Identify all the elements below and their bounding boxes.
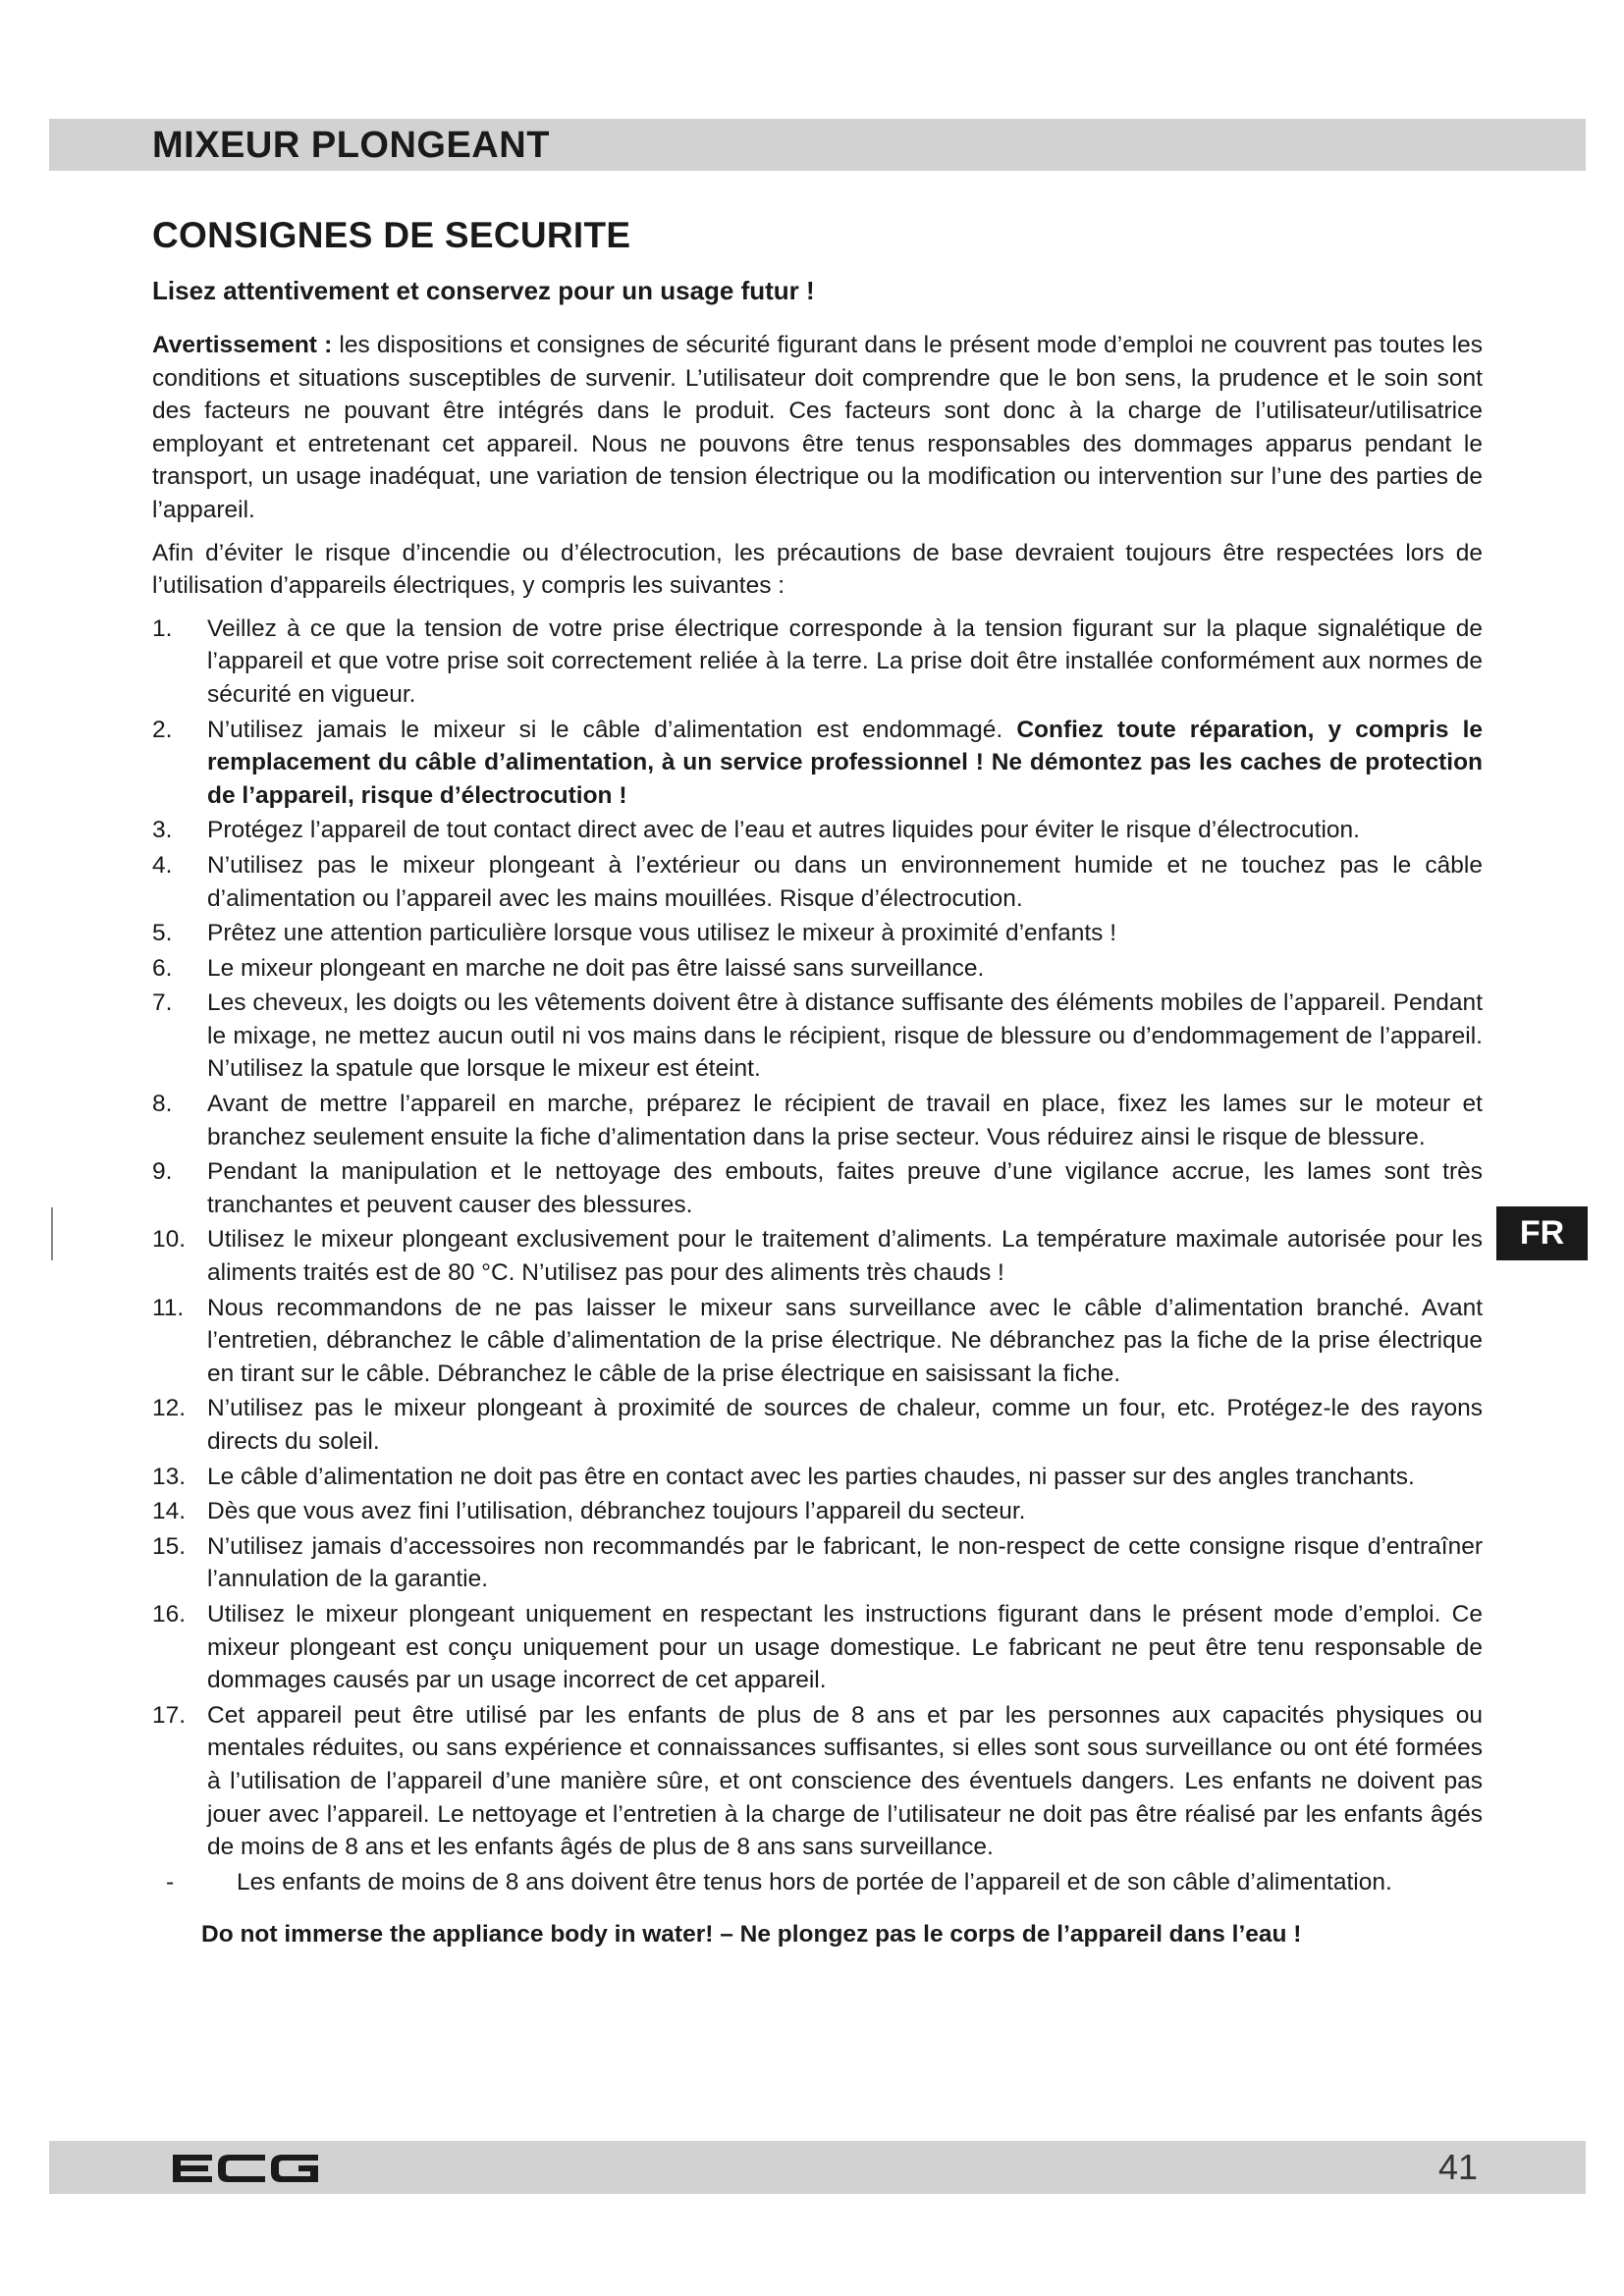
sub-note-dash: - — [166, 1868, 175, 1896]
item-text: Utilisez le mixeur plongeant uniquement en respectant les instructions figurant dans le présent mode d’emploi. Ce mixeur plongeant est conçu uniquement pour un usage domestique. Le fabricant ne peut être tenu responsable de dommages causés par un usage incorrect de cet appareil. — [207, 1600, 1483, 1694]
list-item — [152, 613, 1483, 712]
warning-paragraph — [152, 329, 1483, 527]
item-text: Dès que vous avez fini l’utilisation, débranchez toujours l’appareil du secteur. — [207, 1498, 1026, 1525]
item-text: Prêtez une attention particulière lorsque vous utilisez le mixeur à proximité d’enfants ! — [207, 920, 1117, 947]
list-item — [152, 849, 1483, 915]
footer-bar — [49, 2141, 1586, 2194]
item-number: 15. — [152, 1532, 187, 1560]
list-item — [152, 1155, 1483, 1221]
item-number: 12. — [152, 1395, 187, 1422]
list-item — [152, 1461, 1483, 1494]
list-item — [152, 952, 1483, 986]
item-number: 6. — [152, 954, 173, 982]
item-number: 5. — [152, 920, 173, 947]
list-item — [152, 1292, 1483, 1391]
item-number: 9. — [152, 1158, 173, 1186]
item-text: N’utilisez pas le mixeur plongeant à proximité de sources de chaleur, comme un four, etc. Protégez-le des rayons directs du soleil. — [207, 1395, 1483, 1455]
margin-mark — [51, 1207, 53, 1260]
children-sub-note — [152, 1866, 1483, 1899]
safety-list — [152, 613, 1483, 1864]
section-title: CONSIGNES DE SECURITE — [152, 215, 631, 255]
item-text: Utilisez le mixeur plongeant exclusivement pour le traitement d’aliments. La température maximale autorisée pour les aliments traités est de 80 °C. N’utilisez pas pour des aliments très chauds ! — [207, 1226, 1483, 1287]
warning-text: les dispositions et consignes de sécurité figurant dans le présent mode d’emploi ne couvrent pas toutes les conditions et situations susceptibles de survenir. L’utilisateur doit comprendre que le bon sens, la prudence et le soin sont des facteurs ne pouvant être intégrés dans le produit. Ces facteurs sont donc à la charge de l’utilisateur/utilisatrice employant et entretenant cet appareil. Nous ne pouvons être tenus responsables des dommages apparus pendant le transport, un usage inadéquat, une variation de tension électrique ou la modification ou intervention sur l’une des parties de l’appareil. — [152, 332, 1483, 523]
item-text: Veillez à ce que la tension de votre prise électrique corresponde à la tension figurant sur la plaque signalétique de l’appareil et que votre prise soit correctement reliée à la terre. La prise doit être installée conformément aux normes de sécurité en vigueur. — [207, 614, 1483, 708]
list-item — [152, 1530, 1483, 1596]
item-text: Pendant la manipulation et le nettoyage des embouts, faites preuve d’une vigilance accrue, les lames sont très tranchantes et peuvent causer des blessures. — [207, 1158, 1483, 1218]
item-number: 8. — [152, 1091, 173, 1118]
item-number: 17. — [152, 1701, 187, 1729]
list-item — [152, 1598, 1483, 1697]
logo-letter-e — [173, 2155, 212, 2182]
ecg-logo — [169, 2149, 322, 2188]
item-text: Nous recommandons de ne pas laisser le mixeur sans surveillance avec le câble d’alimentation branché. Avant l’entretien, débranchez le câble d’alimentation de la prise électrique. Ne débranchez pas la fiche de la prise électrique en tirant sur le câble. Débranchez le câble de la prise électrique en saisissant la fiche. — [207, 1294, 1483, 1387]
item-number: 10. — [152, 1226, 187, 1254]
item-text: N’utilisez pas le mixeur plongeant à l’extérieur ou dans un environnement humide et ne touchez pas le câble d’alimentation ou l’appareil avec les mains mouillées. Risque d’électrocution. — [207, 851, 1483, 912]
item-text: N’utilisez jamais d’accessoires non recommandés par le fabricant, le non-respect de cette consigne risque d’entraîner l’annulation de la garantie. — [207, 1532, 1483, 1593]
item-number: 2. — [152, 716, 173, 743]
item-number: 11. — [152, 1294, 185, 1321]
item-text: N’utilisez jamais le mixeur si le câble d’alimentation est endommagé. — [207, 716, 1003, 743]
section-subtitle: Lisez attentivement et conservez pour un usage futur ! — [152, 276, 815, 305]
item-number: 4. — [152, 851, 173, 879]
logo-letter-c — [218, 2155, 265, 2182]
header-bar — [49, 119, 1586, 171]
list-item — [152, 987, 1483, 1086]
item-text: Le câble d’alimentation ne doit pas être en contact avec les parties chaudes, ni passer sur des angles tranchants. — [207, 1463, 1415, 1490]
item-text: Le mixeur plongeant en marche ne doit pas être laissé sans surveillance. — [207, 954, 985, 982]
list-item — [152, 1495, 1483, 1528]
item-number: 14. — [152, 1498, 187, 1525]
item-text: Protégez l’appareil de tout contact direct avec de l’eau et autres liquides pour éviter le risque d’électrocution. — [207, 817, 1360, 844]
language-badge: FR — [1496, 1206, 1588, 1260]
intro-paragraph: Afin d’éviter le risque d’incendie ou d’électrocution, les précautions de base devraient toujours être respectées lors de l’utilisation d’appareils électriques, y compris les suivantes : — [152, 539, 1483, 600]
item-text: Avant de mettre l’appareil en marche, préparez le récipient de travail en place, fixez les lames sur le moteur et branchez seulement ensuite la fiche d’alimentation dans la prise secteur. Vous réduirez ainsi le risque de blessure. — [207, 1091, 1483, 1150]
closing-warning: Do not immerse the appliance body in water! – Ne plongez pas le corps de l’appareil dans l’eau ! — [201, 1921, 1302, 1949]
logo-letter-g — [271, 2155, 318, 2182]
content-body — [152, 329, 1483, 1951]
list-item — [152, 1392, 1483, 1458]
list-item — [152, 1699, 1483, 1864]
page-number: 41 — [1437, 2147, 1478, 2187]
list-item — [152, 714, 1483, 813]
item-bold-text: Confiez toute réparation, y compris le remplacement du câble d’alimentation, à un service professionnel ! Ne démontez pas les caches de protection de l’appareil, risque d’électrocution ! — [207, 716, 1484, 809]
sub-note-text: Les enfants de moins de 8 ans doivent être tenus hors de portée de l’appareil et de son câble d’alimentation. — [237, 1868, 1392, 1896]
page-header-title: MIXEUR PLONGEANT — [152, 125, 550, 166]
item-number: 13. — [152, 1463, 187, 1490]
list-item — [152, 814, 1483, 847]
item-number: 1. — [152, 614, 173, 642]
warning-label: Avertissement : — [152, 332, 333, 358]
item-number: 3. — [152, 817, 173, 844]
item-text: Les cheveux, les doigts ou les vêtements doivent être à distance suffisante des éléments mobiles de l’appareil. Pendant le mixage, ne mettez aucun outil ni vos mains dans le récipient, risque de blessure ou d’endommagement de l’appareil. N’utilisez la spatule que lorsque le mixeur est éteint. — [207, 989, 1483, 1083]
item-number: 16. — [152, 1600, 187, 1628]
item-number: 7. — [152, 989, 173, 1017]
list-item — [152, 1088, 1483, 1153]
item-text: Cet appareil peut être utilisé par les enfants de plus de 8 ans et par les personnes aux capacités physiques ou mentales réduites, ou sans expérience et connaissances suffisantes, si elles sont sous surveillance ou ont été formées à l’utilisation de l’appareil d’une manière sûre, et ont conscience des éventuels dangers. Les enfants ne doivent pas jouer avec l’appareil. Le nettoyage et l’entretien à la charge de l’utilisateur ne doit pas être réalisé par les enfants âgés de moins de 8 ans et les enfants âgés de plus de 8 ans sans surveillance. — [207, 1701, 1483, 1861]
list-item — [152, 1223, 1483, 1289]
list-item — [152, 917, 1483, 950]
